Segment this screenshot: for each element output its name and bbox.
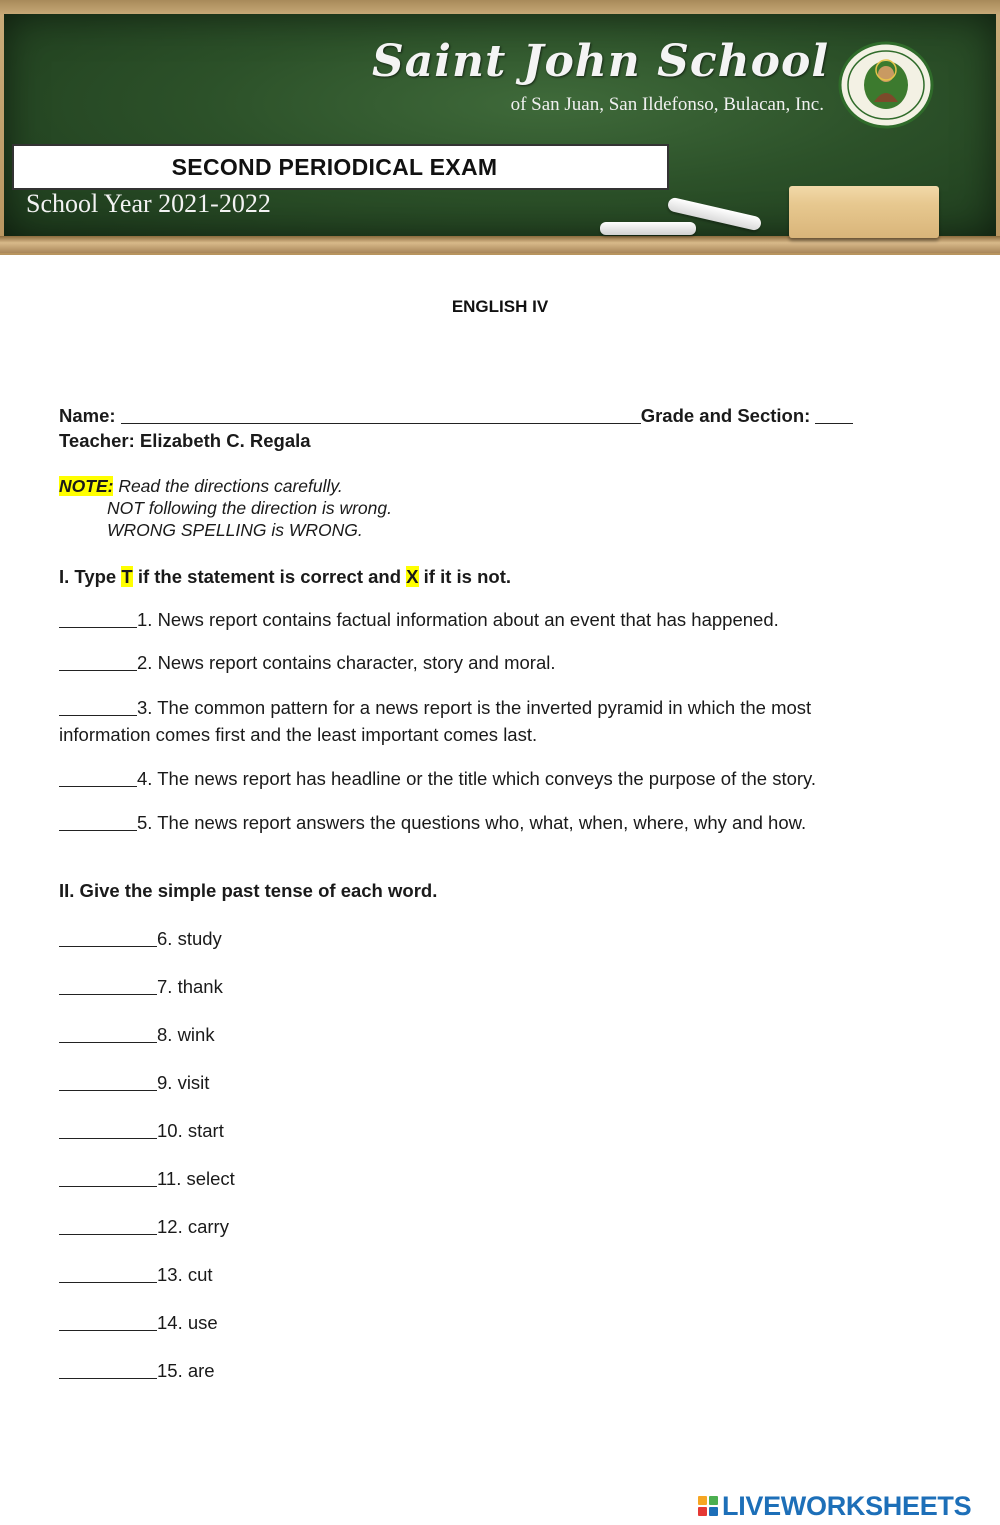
school-year: School Year 2021-2022 bbox=[26, 189, 271, 218]
teacher-name: Teacher: Elizabeth C. Regala bbox=[59, 430, 311, 451]
answer-blank[interactable] bbox=[59, 1169, 157, 1187]
question-text: 12. carry bbox=[157, 1216, 229, 1237]
name-field[interactable] bbox=[121, 406, 641, 424]
part1-heading-text: if it is not. bbox=[418, 566, 511, 587]
name-label: Name: bbox=[59, 405, 116, 426]
question-item bbox=[59, 812, 806, 834]
question-text: 6. study bbox=[157, 928, 222, 949]
question-text: 11. select bbox=[157, 1168, 235, 1189]
answer-blank[interactable] bbox=[59, 1217, 157, 1235]
question-item bbox=[59, 1168, 235, 1190]
false-marker: X bbox=[406, 566, 419, 587]
liveworksheets-logo[interactable] bbox=[698, 1490, 994, 1522]
chalk-stick bbox=[600, 222, 696, 235]
note-label: NOTE: bbox=[59, 476, 114, 496]
question-item bbox=[59, 1264, 213, 1286]
part1-heading bbox=[59, 566, 511, 588]
answer-blank[interactable] bbox=[59, 1313, 157, 1331]
note-line-1 bbox=[59, 476, 343, 497]
school-seal-icon bbox=[836, 40, 936, 130]
question-item bbox=[59, 1072, 209, 1094]
school-address: of San Juan, San Ildefonso, Bulacan, Inc. bbox=[510, 94, 824, 115]
question-text: 5. The news report answers the questions who, what, when, where, why and how. bbox=[137, 812, 807, 833]
question-text: 13. cut bbox=[157, 1264, 213, 1285]
student-info-line bbox=[59, 405, 853, 427]
note-text-1: Read the directions carefully. bbox=[113, 476, 343, 496]
exam-title-box bbox=[12, 144, 669, 190]
question-item bbox=[59, 1120, 224, 1142]
question-text: 9. visit bbox=[157, 1072, 210, 1093]
question-text: 7. thank bbox=[157, 976, 223, 997]
grade-section-label: Grade and Section: bbox=[640, 405, 811, 426]
part2-heading: II. Give the simple past tense of each word. bbox=[59, 880, 438, 901]
question-item bbox=[59, 928, 222, 950]
question-item bbox=[59, 609, 779, 631]
exam-title: SECOND PERIODICAL EXAM bbox=[171, 153, 498, 180]
part1-heading-text: if the statement is correct and bbox=[132, 566, 407, 587]
question-item bbox=[59, 1312, 218, 1334]
answer-blank[interactable] bbox=[59, 653, 137, 671]
subject-title: ENGLISH IV bbox=[451, 297, 549, 316]
logo-grid-icon bbox=[698, 1496, 718, 1516]
question-text: 4. The news report has headline or the title which conveys the purpose of the story. bbox=[137, 768, 817, 789]
question-text: 14. use bbox=[157, 1312, 218, 1333]
answer-blank[interactable] bbox=[59, 1265, 157, 1283]
question-item bbox=[59, 697, 811, 719]
answer-blank[interactable] bbox=[59, 1073, 157, 1091]
question-text: 2. News report contains character, story and moral. bbox=[137, 652, 556, 673]
answer-blank[interactable] bbox=[59, 769, 137, 787]
question-text: 3. The common pattern for a news report is the inverted pyramid in which the most bbox=[137, 697, 812, 718]
question-item bbox=[59, 1216, 229, 1238]
note-text-2: NOT following the direction is wrong. bbox=[107, 498, 392, 518]
true-marker: T bbox=[121, 566, 133, 587]
school-name: Saint John School bbox=[372, 36, 830, 87]
question-item bbox=[59, 652, 556, 674]
question-item bbox=[59, 976, 223, 998]
question-text-continued: information comes first and the least important comes last. bbox=[59, 724, 538, 745]
answer-blank[interactable] bbox=[59, 977, 157, 995]
note-text-3: WRONG SPELLING is WRONG. bbox=[107, 520, 363, 540]
question-text: 1. News report contains factual information about an event that has happened. bbox=[137, 609, 779, 630]
answer-blank[interactable] bbox=[59, 1025, 157, 1043]
question-text: 8. wink bbox=[157, 1024, 215, 1045]
question-item bbox=[59, 1360, 215, 1382]
logo-text: LIVEWORKSHEETS bbox=[722, 1490, 972, 1521]
answer-blank[interactable] bbox=[59, 1361, 157, 1379]
chalk-ledge bbox=[0, 236, 1000, 253]
answer-blank[interactable] bbox=[59, 813, 137, 831]
answer-blank[interactable] bbox=[59, 1121, 157, 1139]
answer-blank[interactable] bbox=[59, 929, 157, 947]
grade-section-field[interactable] bbox=[815, 406, 853, 424]
question-item bbox=[59, 768, 816, 790]
part1-heading-text: I. Type bbox=[59, 566, 122, 587]
question-item bbox=[59, 1024, 215, 1046]
answer-blank[interactable] bbox=[59, 698, 137, 716]
question-text: 10. start bbox=[157, 1120, 224, 1141]
answer-blank[interactable] bbox=[59, 610, 137, 628]
board-eraser bbox=[789, 186, 939, 238]
question-text: 15. are bbox=[157, 1360, 215, 1381]
